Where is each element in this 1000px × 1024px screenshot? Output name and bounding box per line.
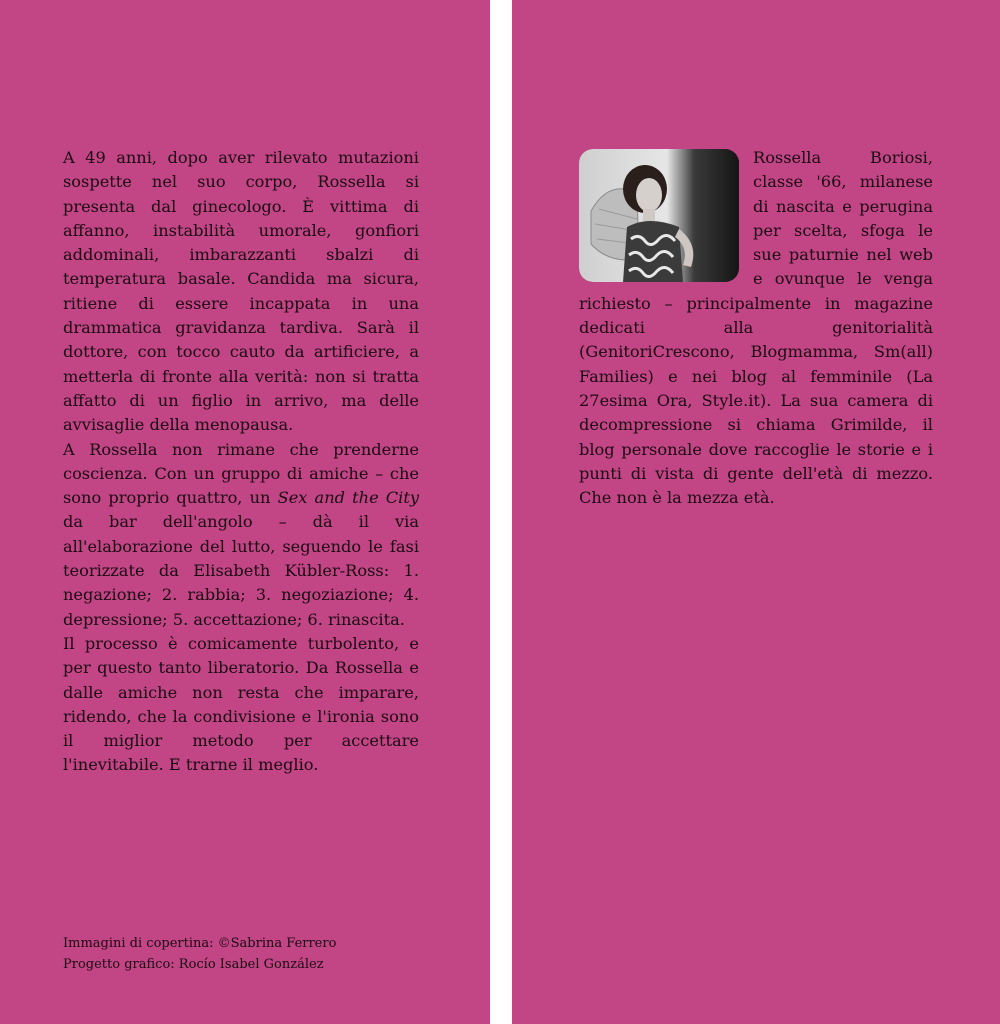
synopsis-p2-start: A Rossella non rimane che prenderne coscienza. Con un gruppo di amiche – che sono proprio quattro, un [63,439,419,508]
back-cover-panel [0,0,490,1024]
credits [63,933,463,975]
synopsis-p2-italic-title: Sex and the City [277,488,419,508]
author-photo [579,149,739,282]
synopsis-p2-end: da bar dell'angolo – dà il via all'elaborazione del lutto, seguendo le fasi teorizzate da Elisabeth Kübler-Ross: 1. negazione; 2. rabbia; 3. negoziazione; 4. depressione; 5. accettazione; 6. rinascita. [63,512,419,629]
flap-panel [512,0,1000,1024]
credit-cover-images: Immagini di copertina: ©Sabrina Ferrero [63,936,337,951]
synopsis [63,146,419,778]
credit-graphic-design: Progetto grafico: Rocío Isabel González [63,957,324,972]
synopsis-paragraph-3: Il processo è comicamente turbolento, e per questo tanto liberatorio. Da Rossella e dalle amiche non resta che imparare, ridendo, che la condivisione e l'ironia sono il miglior metodo per accettare l'inevitabile. E trarne il meglio. [63,633,419,775]
synopsis-paragraph-1: A 49 anni, dopo aver rilevato mutazioni sospette nel suo corpo, Rossella si presenta dal ginecologo. È vittima di affanno, instabilità umorale, gonfiori addominali, imbarazzanti sbalzi di temperatura basale. Candida ma sicura, ritiene di essere incappata in una drammatica gravidanza tardiva. Sarà il dottore, con tocco cauto da artificiere, a metterla di fronte alla verità: non si tratta affatto di un figlio in arrivo, ma delle avvisaglie della menopausa. [63,148,419,435]
author-bio: Rossella Boriosi, classe '66, milanese di nascita e perugina per scelta, sfoga le sue paturnie nel web e ovunque le venga richiesto – principalmente in magazine dedicati alla genitorialità (GenitoriCrescono, Blogmamma, Sm(all) Families) e nei blog al femminile (La 27esima Ora, Style.it). La sua camera di decompressione si chiama Grimilde, il blog personale dove raccoglie le storie e i punti di vista di gente dell'età di mezzo. Che non è la mezza età. [579,148,933,508]
synopsis-paragraph-2 [63,438,419,632]
author-bio-block [579,146,933,510]
